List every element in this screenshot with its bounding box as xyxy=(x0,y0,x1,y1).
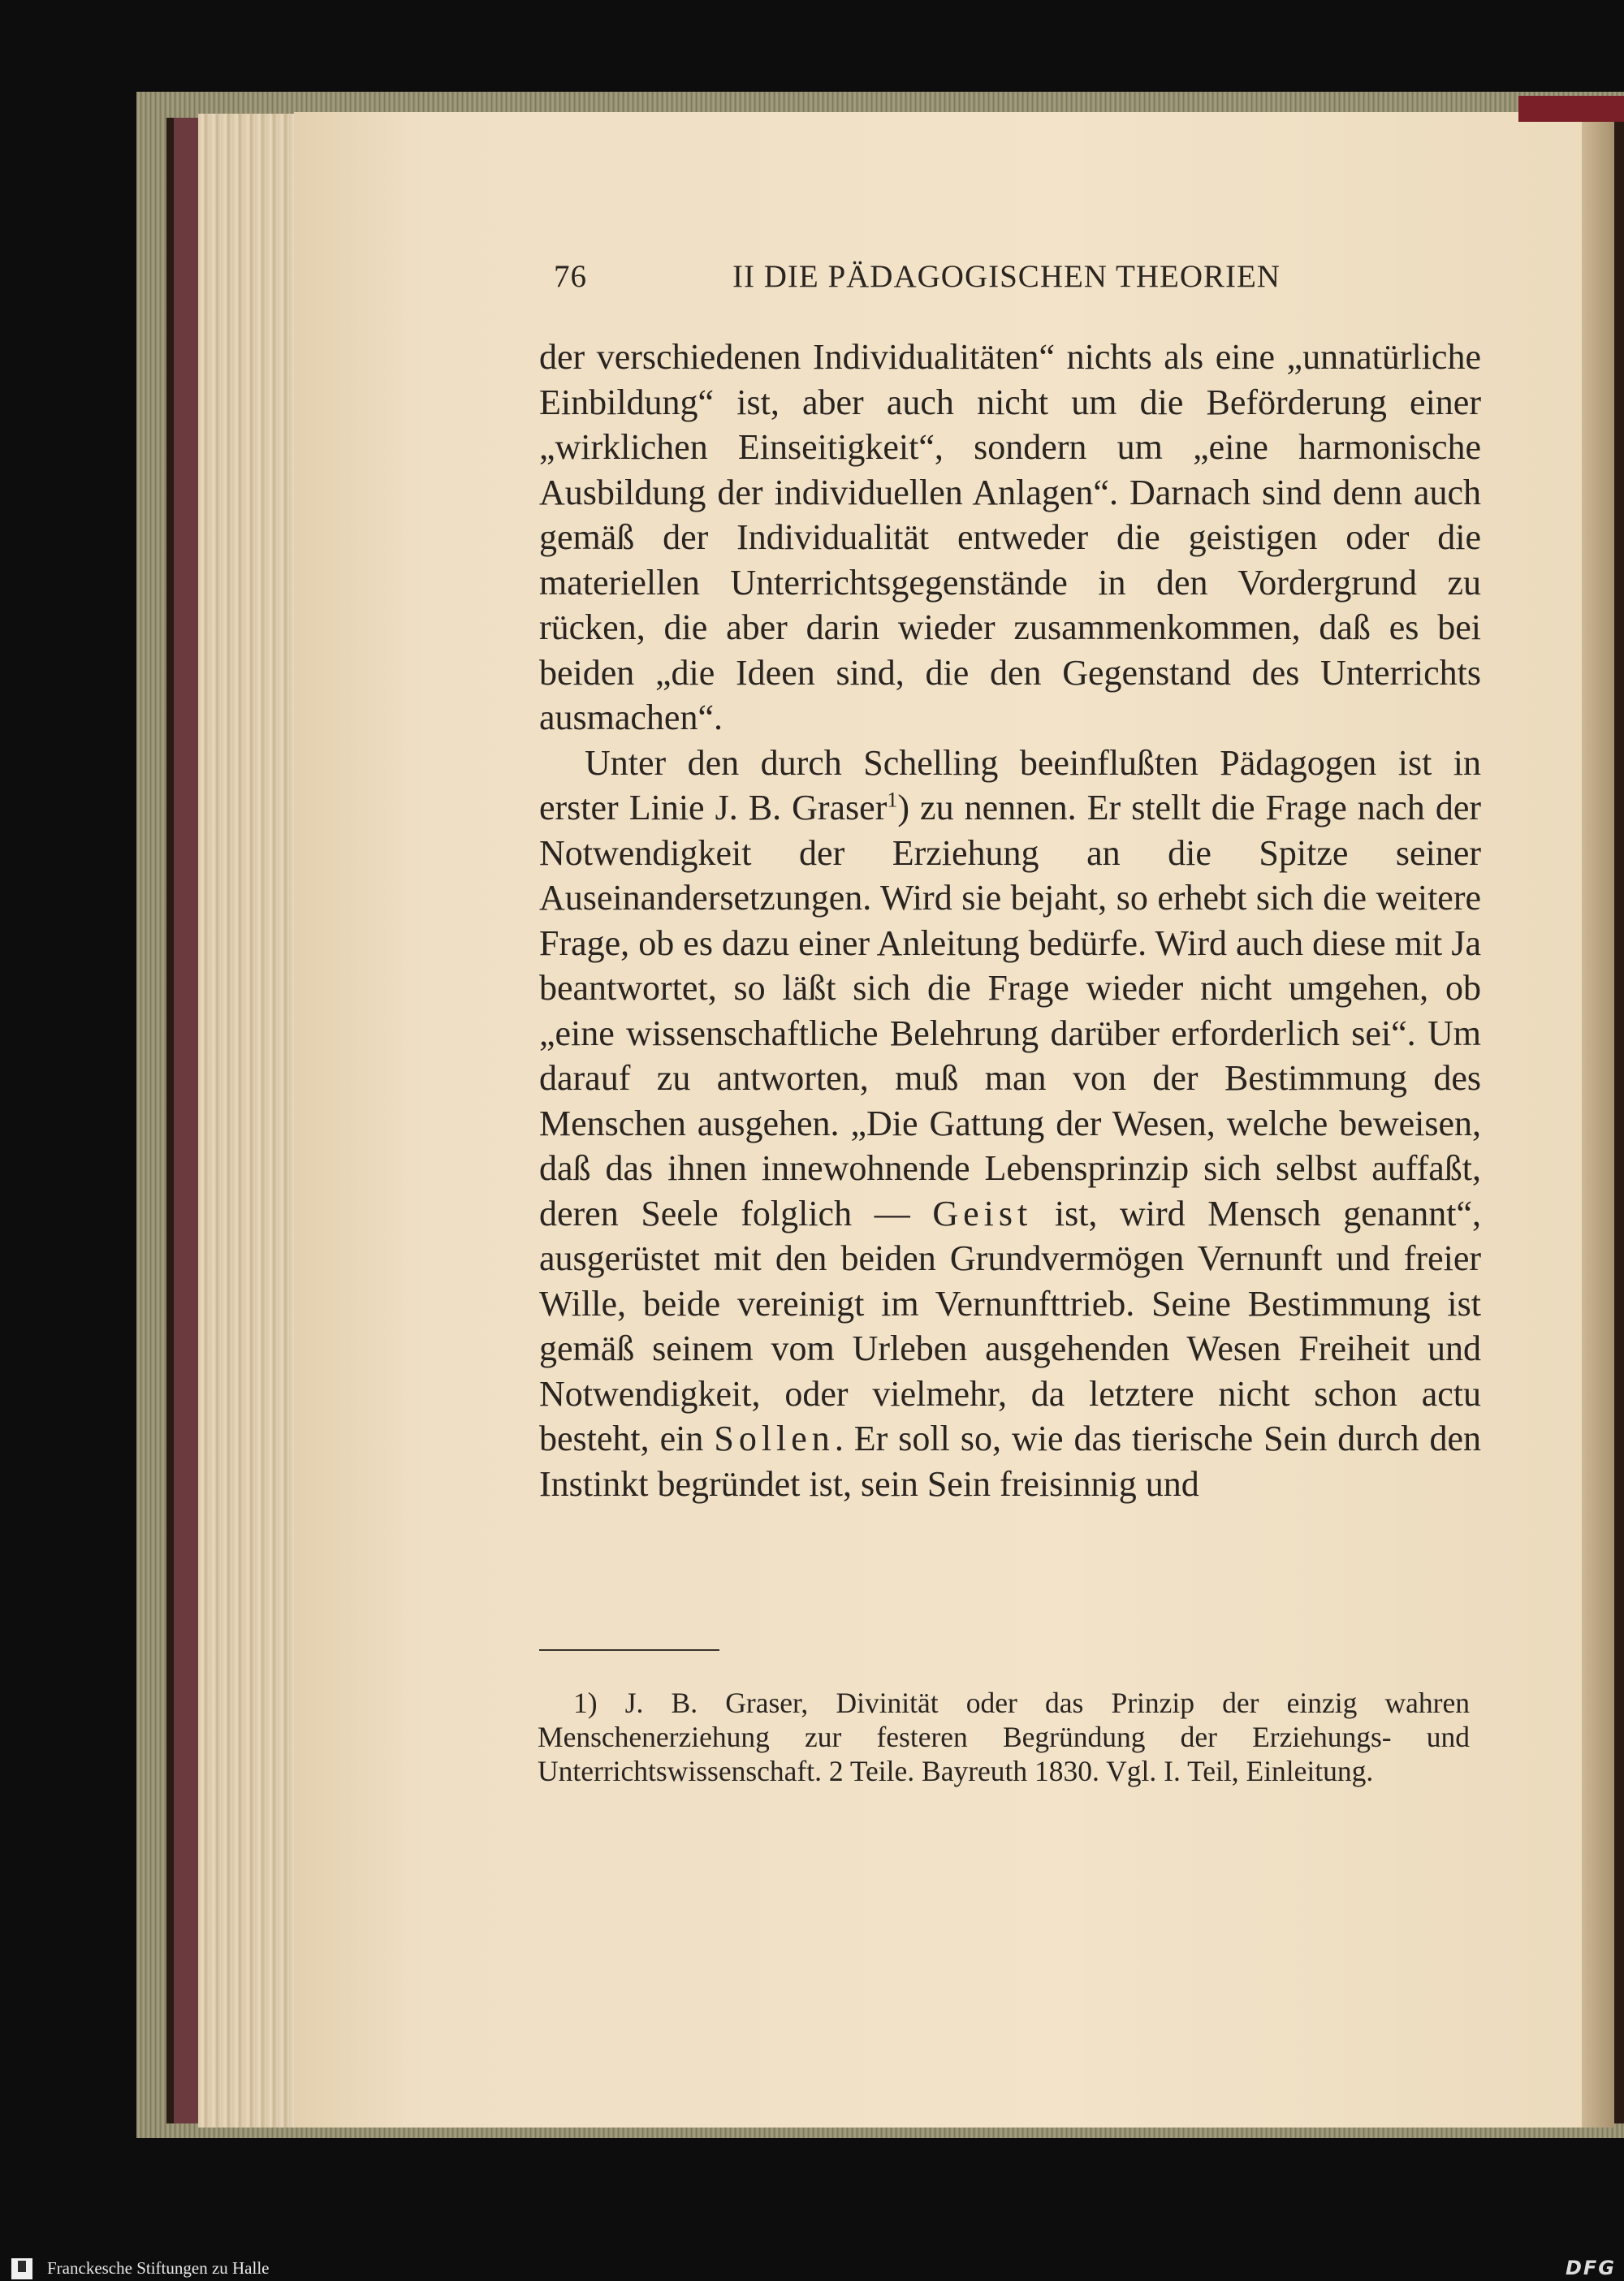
footnote-marker: 1 xyxy=(887,788,898,812)
paragraph-2-part-c: ist, wird Mensch genannt“, ausgerüstet mit den beiden Grundvermögen Vernunft und freier Wille, beide vereinigt im Vernunfttrieb. Seine Bestimmung ist gemäß seinem vom Urleben ausgehenden Wesen Freiheit und Notwendigkeit, oder vielmehr, da letztere nicht schon actu besteht, ein xyxy=(539,1193,1482,1458)
dfg-logo: DFG xyxy=(1565,2257,1616,2279)
paragraph-2-part-a: Unter den durch Schelling beeinflußten Pädagogen ist in erster Linie J. B. Graser xyxy=(539,742,1481,827)
footnote xyxy=(538,1686,1470,1788)
paragraph-2-part-d: . Er soll so, wie das tierische Sein durch den Instinkt begründet ist, sein Sein freisinnig und xyxy=(539,1419,1481,1504)
paragraph-2 xyxy=(539,741,1481,1507)
paragraph-2-part-b: ) zu nennen. Er stellt die Frage nach der Notwendigkeit der Erziehung an die Spitze seiner Auseinandersetzungen. Wird sie bejaht, so erhebt sich die weitere Frage, ob es dazu einer Anleitung bedürfe. Wird auch diese mit Ja beantwortet, so läßt sich die Frage wieder nicht umgehen, ob „eine wissenschaftliche Belehrung darüber erforderlich sei“. Um darauf zu antworten, muß man von der Bestimmung des Menschen ausgehen. „Die Gattung der Wesen, welche beweisen, daß das ihnen innewohnende Lebensprinzip sich selbst auffaßt, deren Seele folglich — xyxy=(539,788,1481,1233)
running-head xyxy=(554,258,1479,307)
bookmark-ribbon xyxy=(1518,96,1624,122)
footnote-rule xyxy=(539,1649,719,1651)
body-text xyxy=(539,335,1481,1506)
chapter-title: II DIE PÄDAGOGISCHEN THEORIEN xyxy=(732,259,1281,294)
institution-name: Franckesche Stiftungen zu Halle xyxy=(47,2258,270,2278)
page-right-edge xyxy=(1582,122,1614,2128)
spine-binding xyxy=(174,118,198,2123)
spaced-word-geist: Geist xyxy=(932,1193,1033,1233)
footnote-text: 1) J. B. Graser, Divinität oder das Prinzip der einzig wahren Menschenerziehung zur festeren Begründung der Erziehungs- und Unterrichtswissenschaft. 2 Teile. Bayreuth 1830. Vgl. I. Teil, Einleitung. xyxy=(538,1687,1470,1787)
spaced-word-sollen: Sollen xyxy=(714,1419,835,1458)
page-number: 76 xyxy=(554,259,587,294)
institution-logo-icon xyxy=(11,2258,32,2279)
page-edges xyxy=(198,114,296,2128)
paragraph-1: der verschiedenen Individualitäten“ nichts als eine „unnatürliche Einbildung“ ist, aber auch nicht um die Beförderung einer „wirklichen Einseitigkeit“, sondern um „eine harmonische Ausbildung der individuellen Anlagen“. Darnach sind denn auch gemäß der Individualität entweder die geistigen oder die materiellen Unterrichtsgegenstände in den Vordergrund zu rücken, die aber darin wieder zusammenkommen, daß es bei beiden „die Ideen sind, die den Gegenstand des Unterrichts ausmachen“. xyxy=(539,337,1481,737)
